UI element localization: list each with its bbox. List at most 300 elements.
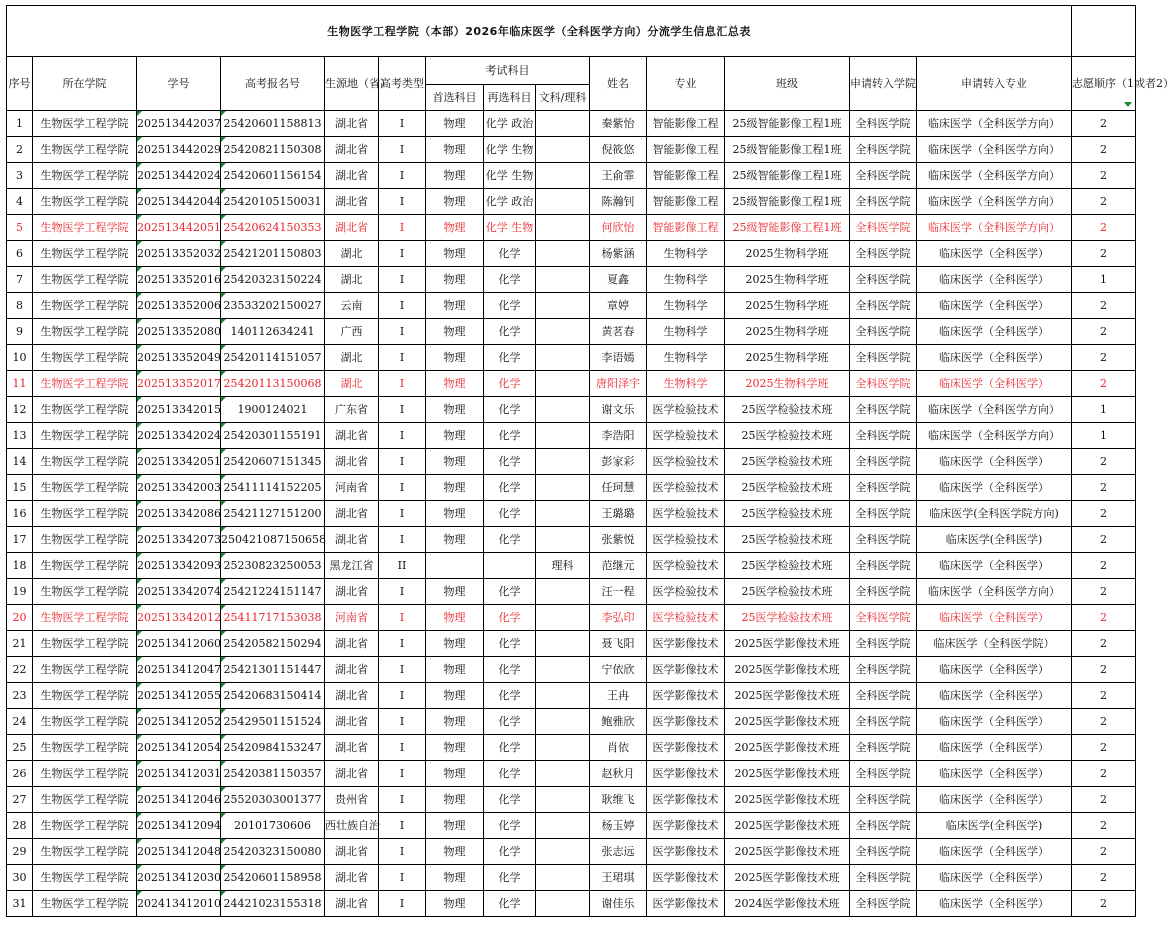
- second-subject-cell[interactable]: 化学: [484, 345, 536, 371]
- exam-type-cell[interactable]: I: [379, 579, 426, 605]
- target-college-cell[interactable]: 全科医学院: [850, 683, 917, 709]
- class-cell[interactable]: 25医学检验技术班: [725, 579, 850, 605]
- student-id-cell[interactable]: 202513442051: [137, 215, 221, 241]
- student-id-cell[interactable]: 202513412055: [137, 683, 221, 709]
- track-cell[interactable]: [536, 501, 590, 527]
- exam-no-cell[interactable]: 25420601156154: [221, 163, 325, 189]
- origin-cell[interactable]: 湖北: [325, 371, 379, 397]
- exam-no-cell[interactable]: 25411114152205: [221, 475, 325, 501]
- target-college-cell[interactable]: 全科医学院: [850, 709, 917, 735]
- target-college-cell[interactable]: 全科医学院: [850, 137, 917, 163]
- student-id-cell[interactable]: 202513442024: [137, 163, 221, 189]
- exam-no-cell[interactable]: 25420582150294: [221, 631, 325, 657]
- exam-no-cell[interactable]: 25420984153247: [221, 735, 325, 761]
- preference-cell[interactable]: 1: [1072, 423, 1136, 449]
- student-id-cell[interactable]: 202513342073: [137, 527, 221, 553]
- exam-no-cell[interactable]: 25420301155191: [221, 423, 325, 449]
- second-subject-cell[interactable]: 化学: [484, 423, 536, 449]
- name-cell[interactable]: 王冉: [590, 683, 647, 709]
- class-cell[interactable]: 2025生物科学班: [725, 267, 850, 293]
- preference-cell[interactable]: 2: [1072, 709, 1136, 735]
- college-cell[interactable]: 生物医学工程学院: [33, 371, 137, 397]
- target-major-cell[interactable]: 临床医学（全科医学）: [917, 267, 1072, 293]
- first-subject-cell[interactable]: 物理: [426, 709, 484, 735]
- name-cell[interactable]: 李弘印: [590, 605, 647, 631]
- college-cell[interactable]: 生物医学工程学院: [33, 657, 137, 683]
- header-track[interactable]: 文科/理科: [536, 85, 590, 111]
- preference-cell[interactable]: 2: [1072, 501, 1136, 527]
- header-target-major[interactable]: 申请转入专业: [917, 57, 1072, 111]
- class-cell[interactable]: 2025医学影像技术班: [725, 709, 850, 735]
- target-college-cell[interactable]: 全科医学院: [850, 735, 917, 761]
- seq-cell[interactable]: 26: [7, 761, 33, 787]
- class-cell[interactable]: 2025医学影像技术班: [725, 865, 850, 891]
- seq-cell[interactable]: 4: [7, 189, 33, 215]
- major-cell[interactable]: 医学影像技术: [647, 839, 725, 865]
- major-cell[interactable]: 生物科学: [647, 345, 725, 371]
- origin-cell[interactable]: 广西: [325, 319, 379, 345]
- preference-cell[interactable]: 2: [1072, 449, 1136, 475]
- major-cell[interactable]: 医学影像技术: [647, 735, 725, 761]
- first-subject-cell[interactable]: 物理: [426, 631, 484, 657]
- first-subject-cell[interactable]: 物理: [426, 605, 484, 631]
- preference-cell[interactable]: 1: [1072, 397, 1136, 423]
- exam-type-cell[interactable]: I: [379, 293, 426, 319]
- second-subject-cell[interactable]: 化学: [484, 579, 536, 605]
- preference-cell[interactable]: 2: [1072, 787, 1136, 813]
- class-cell[interactable]: 2025生物科学班: [725, 345, 850, 371]
- preference-cell[interactable]: 2: [1072, 319, 1136, 345]
- header-exam-no[interactable]: 高考报名号: [221, 57, 325, 111]
- target-major-cell[interactable]: 临床医学（全科医学）: [917, 345, 1072, 371]
- target-college-cell[interactable]: 全科医学院: [850, 813, 917, 839]
- filter-dropdown-icon[interactable]: [1124, 102, 1132, 107]
- second-subject-cell[interactable]: 化学: [484, 631, 536, 657]
- track-cell[interactable]: [536, 267, 590, 293]
- first-subject-cell[interactable]: 物理: [426, 761, 484, 787]
- major-cell[interactable]: 医学影像技术: [647, 631, 725, 657]
- student-id-cell[interactable]: 202513352017: [137, 371, 221, 397]
- header-student-id[interactable]: 学号: [137, 57, 221, 111]
- college-cell[interactable]: 生物医学工程学院: [33, 137, 137, 163]
- second-subject-cell[interactable]: 化学: [484, 475, 536, 501]
- exam-type-cell[interactable]: I: [379, 605, 426, 631]
- name-cell[interactable]: 何欣怡: [590, 215, 647, 241]
- exam-type-cell[interactable]: I: [379, 137, 426, 163]
- track-cell[interactable]: [536, 579, 590, 605]
- target-major-cell[interactable]: 临床医学（全科医学方向）: [917, 579, 1072, 605]
- name-cell[interactable]: 王璐璐: [590, 501, 647, 527]
- track-cell[interactable]: [536, 527, 590, 553]
- header-preference[interactable]: [1072, 57, 1174, 111]
- first-subject-cell[interactable]: 物理: [426, 241, 484, 267]
- class-cell[interactable]: 2025医学影像技术班: [725, 735, 850, 761]
- major-cell[interactable]: 医学检验技术: [647, 527, 725, 553]
- target-major-cell[interactable]: 临床医学（全科医学）: [917, 683, 1072, 709]
- class-cell[interactable]: 25医学检验技术班: [725, 553, 850, 579]
- first-subject-cell[interactable]: 物理: [426, 189, 484, 215]
- target-college-cell[interactable]: 全科医学院: [850, 501, 917, 527]
- exam-type-cell[interactable]: I: [379, 813, 426, 839]
- first-subject-cell[interactable]: 物理: [426, 397, 484, 423]
- student-id-cell[interactable]: 202513412047: [137, 657, 221, 683]
- target-college-cell[interactable]: 全科医学院: [850, 631, 917, 657]
- origin-cell[interactable]: 湖北省: [325, 657, 379, 683]
- major-cell[interactable]: 医学影像技术: [647, 891, 725, 917]
- college-cell[interactable]: 生物医学工程学院: [33, 215, 137, 241]
- target-major-cell[interactable]: 临床医学(全科医学院方向): [917, 501, 1072, 527]
- target-college-cell[interactable]: 全科医学院: [850, 319, 917, 345]
- preference-cell[interactable]: 2: [1072, 553, 1136, 579]
- preference-cell[interactable]: 2: [1072, 605, 1136, 631]
- preference-cell[interactable]: 2: [1072, 865, 1136, 891]
- first-subject-cell[interactable]: 物理: [426, 657, 484, 683]
- second-subject-cell[interactable]: 化学 生物: [484, 215, 536, 241]
- target-major-cell[interactable]: 临床医学（全科医学）: [917, 657, 1072, 683]
- seq-cell[interactable]: 24: [7, 709, 33, 735]
- exam-type-cell[interactable]: I: [379, 371, 426, 397]
- first-subject-cell[interactable]: 物理: [426, 865, 484, 891]
- college-cell[interactable]: 生物医学工程学院: [33, 397, 137, 423]
- preference-cell[interactable]: 2: [1072, 891, 1136, 917]
- seq-cell[interactable]: 20: [7, 605, 33, 631]
- name-cell[interactable]: 宁依欣: [590, 657, 647, 683]
- college-cell[interactable]: 生物医学工程学院: [33, 501, 137, 527]
- exam-no-cell[interactable]: 25420323150080: [221, 839, 325, 865]
- target-major-cell[interactable]: 临床医学（全科医学方向）: [917, 215, 1072, 241]
- major-cell[interactable]: 医学影像技术: [647, 787, 725, 813]
- student-id-cell[interactable]: 202513352016: [137, 267, 221, 293]
- exam-type-cell[interactable]: I: [379, 215, 426, 241]
- target-major-cell[interactable]: 临床医学（全科医学方向）: [917, 111, 1072, 137]
- class-cell[interactable]: 2025医学影像技术班: [725, 761, 850, 787]
- target-college-cell[interactable]: 全科医学院: [850, 267, 917, 293]
- student-id-cell[interactable]: 202513412052: [137, 709, 221, 735]
- seq-cell[interactable]: 11: [7, 371, 33, 397]
- origin-cell[interactable]: 湖北省: [325, 839, 379, 865]
- first-subject-cell[interactable]: 物理: [426, 293, 484, 319]
- exam-type-cell[interactable]: I: [379, 267, 426, 293]
- seq-cell[interactable]: 2: [7, 137, 33, 163]
- college-cell[interactable]: 生物医学工程学院: [33, 111, 137, 137]
- target-college-cell[interactable]: 全科医学院: [850, 189, 917, 215]
- second-subject-cell[interactable]: 化学: [484, 787, 536, 813]
- target-college-cell[interactable]: 全科医学院: [850, 475, 917, 501]
- student-id-cell[interactable]: 202513342012: [137, 605, 221, 631]
- exam-type-cell[interactable]: I: [379, 735, 426, 761]
- college-cell[interactable]: 生物医学工程学院: [33, 761, 137, 787]
- student-id-cell[interactable]: 202513442044: [137, 189, 221, 215]
- seq-cell[interactable]: 9: [7, 319, 33, 345]
- second-subject-cell[interactable]: 化学: [484, 449, 536, 475]
- exam-no-cell[interactable]: 20101730606: [221, 813, 325, 839]
- major-cell[interactable]: 医学检验技术: [647, 397, 725, 423]
- target-major-cell[interactable]: 临床医学（全科医学方向）: [917, 163, 1072, 189]
- major-cell[interactable]: 医学检验技术: [647, 501, 725, 527]
- class-cell[interactable]: 25级智能影像工程1班: [725, 163, 850, 189]
- name-cell[interactable]: 陈瀚钊: [590, 189, 647, 215]
- second-subject-cell[interactable]: 化学: [484, 397, 536, 423]
- class-cell[interactable]: 2025生物科学班: [725, 319, 850, 345]
- second-subject-cell[interactable]: 化学: [484, 683, 536, 709]
- target-major-cell[interactable]: 临床医学（全科医学）: [917, 319, 1072, 345]
- major-cell[interactable]: 智能影像工程: [647, 111, 725, 137]
- name-cell[interactable]: 王俞霏: [590, 163, 647, 189]
- exam-no-cell[interactable]: 25420113150068: [221, 371, 325, 397]
- student-id-cell[interactable]: 202513412054: [137, 735, 221, 761]
- class-cell[interactable]: 2025医学影像技术班: [725, 813, 850, 839]
- origin-cell[interactable]: 湖北省: [325, 527, 379, 553]
- target-major-cell[interactable]: 临床医学(全科医学): [917, 527, 1072, 553]
- first-subject-cell[interactable]: 物理: [426, 891, 484, 917]
- seq-cell[interactable]: 23: [7, 683, 33, 709]
- origin-cell[interactable]: 广东省: [325, 397, 379, 423]
- name-cell[interactable]: 范继元: [590, 553, 647, 579]
- exam-no-cell[interactable]: 25520303001377: [221, 787, 325, 813]
- name-cell[interactable]: 聂飞阳: [590, 631, 647, 657]
- seq-cell[interactable]: 28: [7, 813, 33, 839]
- student-id-cell[interactable]: 202513442037: [137, 111, 221, 137]
- target-major-cell[interactable]: 临床医学（全科医学院）: [917, 631, 1072, 657]
- student-id-cell[interactable]: 202513352006: [137, 293, 221, 319]
- name-cell[interactable]: 耿维飞: [590, 787, 647, 813]
- name-cell[interactable]: 章婷: [590, 293, 647, 319]
- second-subject-cell[interactable]: 化学: [484, 735, 536, 761]
- student-id-cell[interactable]: 202513412060: [137, 631, 221, 657]
- track-cell[interactable]: [536, 319, 590, 345]
- name-cell[interactable]: 鲍雅欣: [590, 709, 647, 735]
- class-cell[interactable]: 2025医学影像技术班: [725, 683, 850, 709]
- target-major-cell[interactable]: 临床医学（全科医学方向）: [917, 189, 1072, 215]
- student-id-cell[interactable]: 202513352049: [137, 345, 221, 371]
- target-major-cell[interactable]: 临床医学（全科医学方向）: [917, 397, 1072, 423]
- exam-type-cell[interactable]: I: [379, 345, 426, 371]
- college-cell[interactable]: 生物医学工程学院: [33, 813, 137, 839]
- target-major-cell[interactable]: 临床医学（全科医学）: [917, 865, 1072, 891]
- first-subject-cell[interactable]: 物理: [426, 449, 484, 475]
- exam-no-cell[interactable]: 25411717153038: [221, 605, 325, 631]
- college-cell[interactable]: 生物医学工程学院: [33, 345, 137, 371]
- target-major-cell[interactable]: 临床医学（全科医学）: [917, 293, 1072, 319]
- seq-cell[interactable]: 8: [7, 293, 33, 319]
- first-subject-cell[interactable]: 物理: [426, 683, 484, 709]
- seq-cell[interactable]: 13: [7, 423, 33, 449]
- class-cell[interactable]: 25医学检验技术班: [725, 423, 850, 449]
- major-cell[interactable]: 医学检验技术: [647, 423, 725, 449]
- preference-cell[interactable]: 2: [1072, 657, 1136, 683]
- college-cell[interactable]: 生物医学工程学院: [33, 267, 137, 293]
- blank-cell[interactable]: [1072, 6, 1136, 57]
- origin-cell[interactable]: 云南: [325, 293, 379, 319]
- target-college-cell[interactable]: 全科医学院: [850, 761, 917, 787]
- college-cell[interactable]: 生物医学工程学院: [33, 735, 137, 761]
- preference-cell[interactable]: 2: [1072, 163, 1136, 189]
- class-cell[interactable]: 25级智能影像工程1班: [725, 189, 850, 215]
- exam-type-cell[interactable]: I: [379, 709, 426, 735]
- seq-cell[interactable]: 21: [7, 631, 33, 657]
- header-exam-type[interactable]: 高考类型: [379, 57, 426, 111]
- college-cell[interactable]: 生物医学工程学院: [33, 709, 137, 735]
- second-subject-cell[interactable]: 化学: [484, 605, 536, 631]
- origin-cell[interactable]: 贵州省: [325, 787, 379, 813]
- name-cell[interactable]: 杨玉婷: [590, 813, 647, 839]
- major-cell[interactable]: 生物科学: [647, 293, 725, 319]
- class-cell[interactable]: 25医学检验技术班: [725, 501, 850, 527]
- seq-cell[interactable]: 17: [7, 527, 33, 553]
- preference-cell[interactable]: 2: [1072, 215, 1136, 241]
- target-major-cell[interactable]: 临床医学（全科医学）: [917, 553, 1072, 579]
- exam-no-cell[interactable]: 25420105150031: [221, 189, 325, 215]
- exam-no-cell[interactable]: 25429501151524: [221, 709, 325, 735]
- origin-cell[interactable]: 湖北: [325, 345, 379, 371]
- track-cell[interactable]: [536, 839, 590, 865]
- student-id-cell[interactable]: 202513412046: [137, 787, 221, 813]
- exam-no-cell[interactable]: 25420821150308: [221, 137, 325, 163]
- target-major-cell[interactable]: 临床医学（全科医学）: [917, 605, 1072, 631]
- name-cell[interactable]: 李浩阳: [590, 423, 647, 449]
- college-cell[interactable]: 生物医学工程学院: [33, 293, 137, 319]
- major-cell[interactable]: 医学检验技术: [647, 605, 725, 631]
- second-subject-cell[interactable]: 化学: [484, 527, 536, 553]
- second-subject-cell[interactable]: 化学: [484, 371, 536, 397]
- name-cell[interactable]: 秦紫怡: [590, 111, 647, 137]
- track-cell[interactable]: [536, 371, 590, 397]
- exam-no-cell[interactable]: 24421023155318: [221, 891, 325, 917]
- first-subject-cell[interactable]: 物理: [426, 501, 484, 527]
- seq-cell[interactable]: 10: [7, 345, 33, 371]
- college-cell[interactable]: 生物医学工程学院: [33, 163, 137, 189]
- origin-cell[interactable]: 湖北省: [325, 189, 379, 215]
- major-cell[interactable]: 生物科学: [647, 371, 725, 397]
- second-subject-cell[interactable]: 化学: [484, 761, 536, 787]
- track-cell[interactable]: [536, 631, 590, 657]
- exam-no-cell[interactable]: 1900124021: [221, 397, 325, 423]
- second-subject-cell[interactable]: 化学 生物: [484, 163, 536, 189]
- preference-cell[interactable]: 2: [1072, 475, 1136, 501]
- major-cell[interactable]: 医学影像技术: [647, 709, 725, 735]
- name-cell[interactable]: 彭家彩: [590, 449, 647, 475]
- target-college-cell[interactable]: 全科医学院: [850, 787, 917, 813]
- target-major-cell[interactable]: 临床医学（全科医学方向）: [917, 423, 1072, 449]
- target-college-cell[interactable]: 全科医学院: [850, 397, 917, 423]
- name-cell[interactable]: 谢文乐: [590, 397, 647, 423]
- track-cell[interactable]: [536, 605, 590, 631]
- preference-cell[interactable]: 2: [1072, 241, 1136, 267]
- target-major-cell[interactable]: 临床医学（全科医学）: [917, 371, 1072, 397]
- college-cell[interactable]: 生物医学工程学院: [33, 449, 137, 475]
- target-major-cell[interactable]: 临床医学（全科医学）: [917, 475, 1072, 501]
- major-cell[interactable]: 生物科学: [647, 267, 725, 293]
- exam-type-cell[interactable]: I: [379, 111, 426, 137]
- origin-cell[interactable]: 河南省: [325, 475, 379, 501]
- header-target-college[interactable]: 申请转入学院: [850, 57, 917, 111]
- header-second-subject[interactable]: 再选科目: [484, 85, 536, 111]
- exam-type-cell[interactable]: I: [379, 787, 426, 813]
- student-id-cell[interactable]: 202513412048: [137, 839, 221, 865]
- second-subject-cell[interactable]: 化学 政治: [484, 189, 536, 215]
- second-subject-cell[interactable]: 化学: [484, 839, 536, 865]
- track-cell[interactable]: [536, 345, 590, 371]
- exam-no-cell[interactable]: 25421224151147: [221, 579, 325, 605]
- preference-cell[interactable]: 2: [1072, 189, 1136, 215]
- track-cell[interactable]: [536, 475, 590, 501]
- exam-type-cell[interactable]: I: [379, 865, 426, 891]
- exam-no-cell[interactable]: 25420381150357: [221, 761, 325, 787]
- first-subject-cell[interactable]: 物理: [426, 137, 484, 163]
- seq-cell[interactable]: 29: [7, 839, 33, 865]
- preference-cell[interactable]: 2: [1072, 111, 1136, 137]
- college-cell[interactable]: 生物医学工程学院: [33, 683, 137, 709]
- header-seq[interactable]: 序号: [7, 57, 33, 111]
- origin-cell[interactable]: 湖北省: [325, 137, 379, 163]
- seq-cell[interactable]: 7: [7, 267, 33, 293]
- name-cell[interactable]: 黄茗春: [590, 319, 647, 345]
- first-subject-cell[interactable]: 物理: [426, 735, 484, 761]
- second-subject-cell[interactable]: 化学: [484, 501, 536, 527]
- exam-type-cell[interactable]: I: [379, 761, 426, 787]
- target-college-cell[interactable]: 全科医学院: [850, 241, 917, 267]
- header-class[interactable]: 班级: [725, 57, 850, 111]
- target-college-cell[interactable]: 全科医学院: [850, 839, 917, 865]
- class-cell[interactable]: 25医学检验技术班: [725, 397, 850, 423]
- name-cell[interactable]: 李语嫣: [590, 345, 647, 371]
- preference-cell[interactable]: 2: [1072, 761, 1136, 787]
- second-subject-cell[interactable]: 化学: [484, 709, 536, 735]
- major-cell[interactable]: 智能影像工程: [647, 215, 725, 241]
- seq-cell[interactable]: 15: [7, 475, 33, 501]
- target-college-cell[interactable]: 全科医学院: [850, 553, 917, 579]
- seq-cell[interactable]: 6: [7, 241, 33, 267]
- first-subject-cell[interactable]: 物理: [426, 319, 484, 345]
- first-subject-cell[interactable]: [426, 553, 484, 579]
- origin-cell[interactable]: 湖北省: [325, 111, 379, 137]
- header-college[interactable]: 所在学院: [33, 57, 137, 111]
- preference-cell[interactable]: 1: [1072, 267, 1136, 293]
- class-cell[interactable]: 25医学检验技术班: [725, 475, 850, 501]
- major-cell[interactable]: 医学检验技术: [647, 579, 725, 605]
- sheet-title[interactable]: 生物医学工程学院（本部）2026年临床医学（全科医学方向）分流学生信息汇总表: [7, 6, 1072, 57]
- origin-cell[interactable]: 湖北省: [325, 891, 379, 917]
- preference-cell[interactable]: 2: [1072, 579, 1136, 605]
- student-id-cell[interactable]: 202513342051: [137, 449, 221, 475]
- track-cell[interactable]: [536, 865, 590, 891]
- seq-cell[interactable]: 3: [7, 163, 33, 189]
- track-cell[interactable]: [536, 189, 590, 215]
- exam-type-cell[interactable]: I: [379, 397, 426, 423]
- student-id-cell[interactable]: 202513412094: [137, 813, 221, 839]
- origin-cell[interactable]: 湖北: [325, 241, 379, 267]
- header-origin[interactable]: 生源地（省）: [325, 57, 379, 111]
- major-cell[interactable]: 生物科学: [647, 241, 725, 267]
- track-cell[interactable]: [536, 397, 590, 423]
- origin-cell[interactable]: 湖北省: [325, 735, 379, 761]
- major-cell[interactable]: 医学影像技术: [647, 683, 725, 709]
- college-cell[interactable]: 生物医学工程学院: [33, 891, 137, 917]
- target-college-cell[interactable]: 全科医学院: [850, 579, 917, 605]
- origin-cell[interactable]: 黑龙江省: [325, 553, 379, 579]
- class-cell[interactable]: 2025生物科学班: [725, 241, 850, 267]
- name-cell[interactable]: 张紫悦: [590, 527, 647, 553]
- track-cell[interactable]: [536, 293, 590, 319]
- exam-no-cell[interactable]: 25420601158813: [221, 111, 325, 137]
- second-subject-cell[interactable]: 化学: [484, 657, 536, 683]
- preference-cell[interactable]: 2: [1072, 631, 1136, 657]
- seq-cell[interactable]: 25: [7, 735, 33, 761]
- student-id-cell[interactable]: 202513342024: [137, 423, 221, 449]
- target-major-cell[interactable]: 临床医学（全科医学）: [917, 891, 1072, 917]
- name-cell[interactable]: 任珂慧: [590, 475, 647, 501]
- college-cell[interactable]: 生物医学工程学院: [33, 241, 137, 267]
